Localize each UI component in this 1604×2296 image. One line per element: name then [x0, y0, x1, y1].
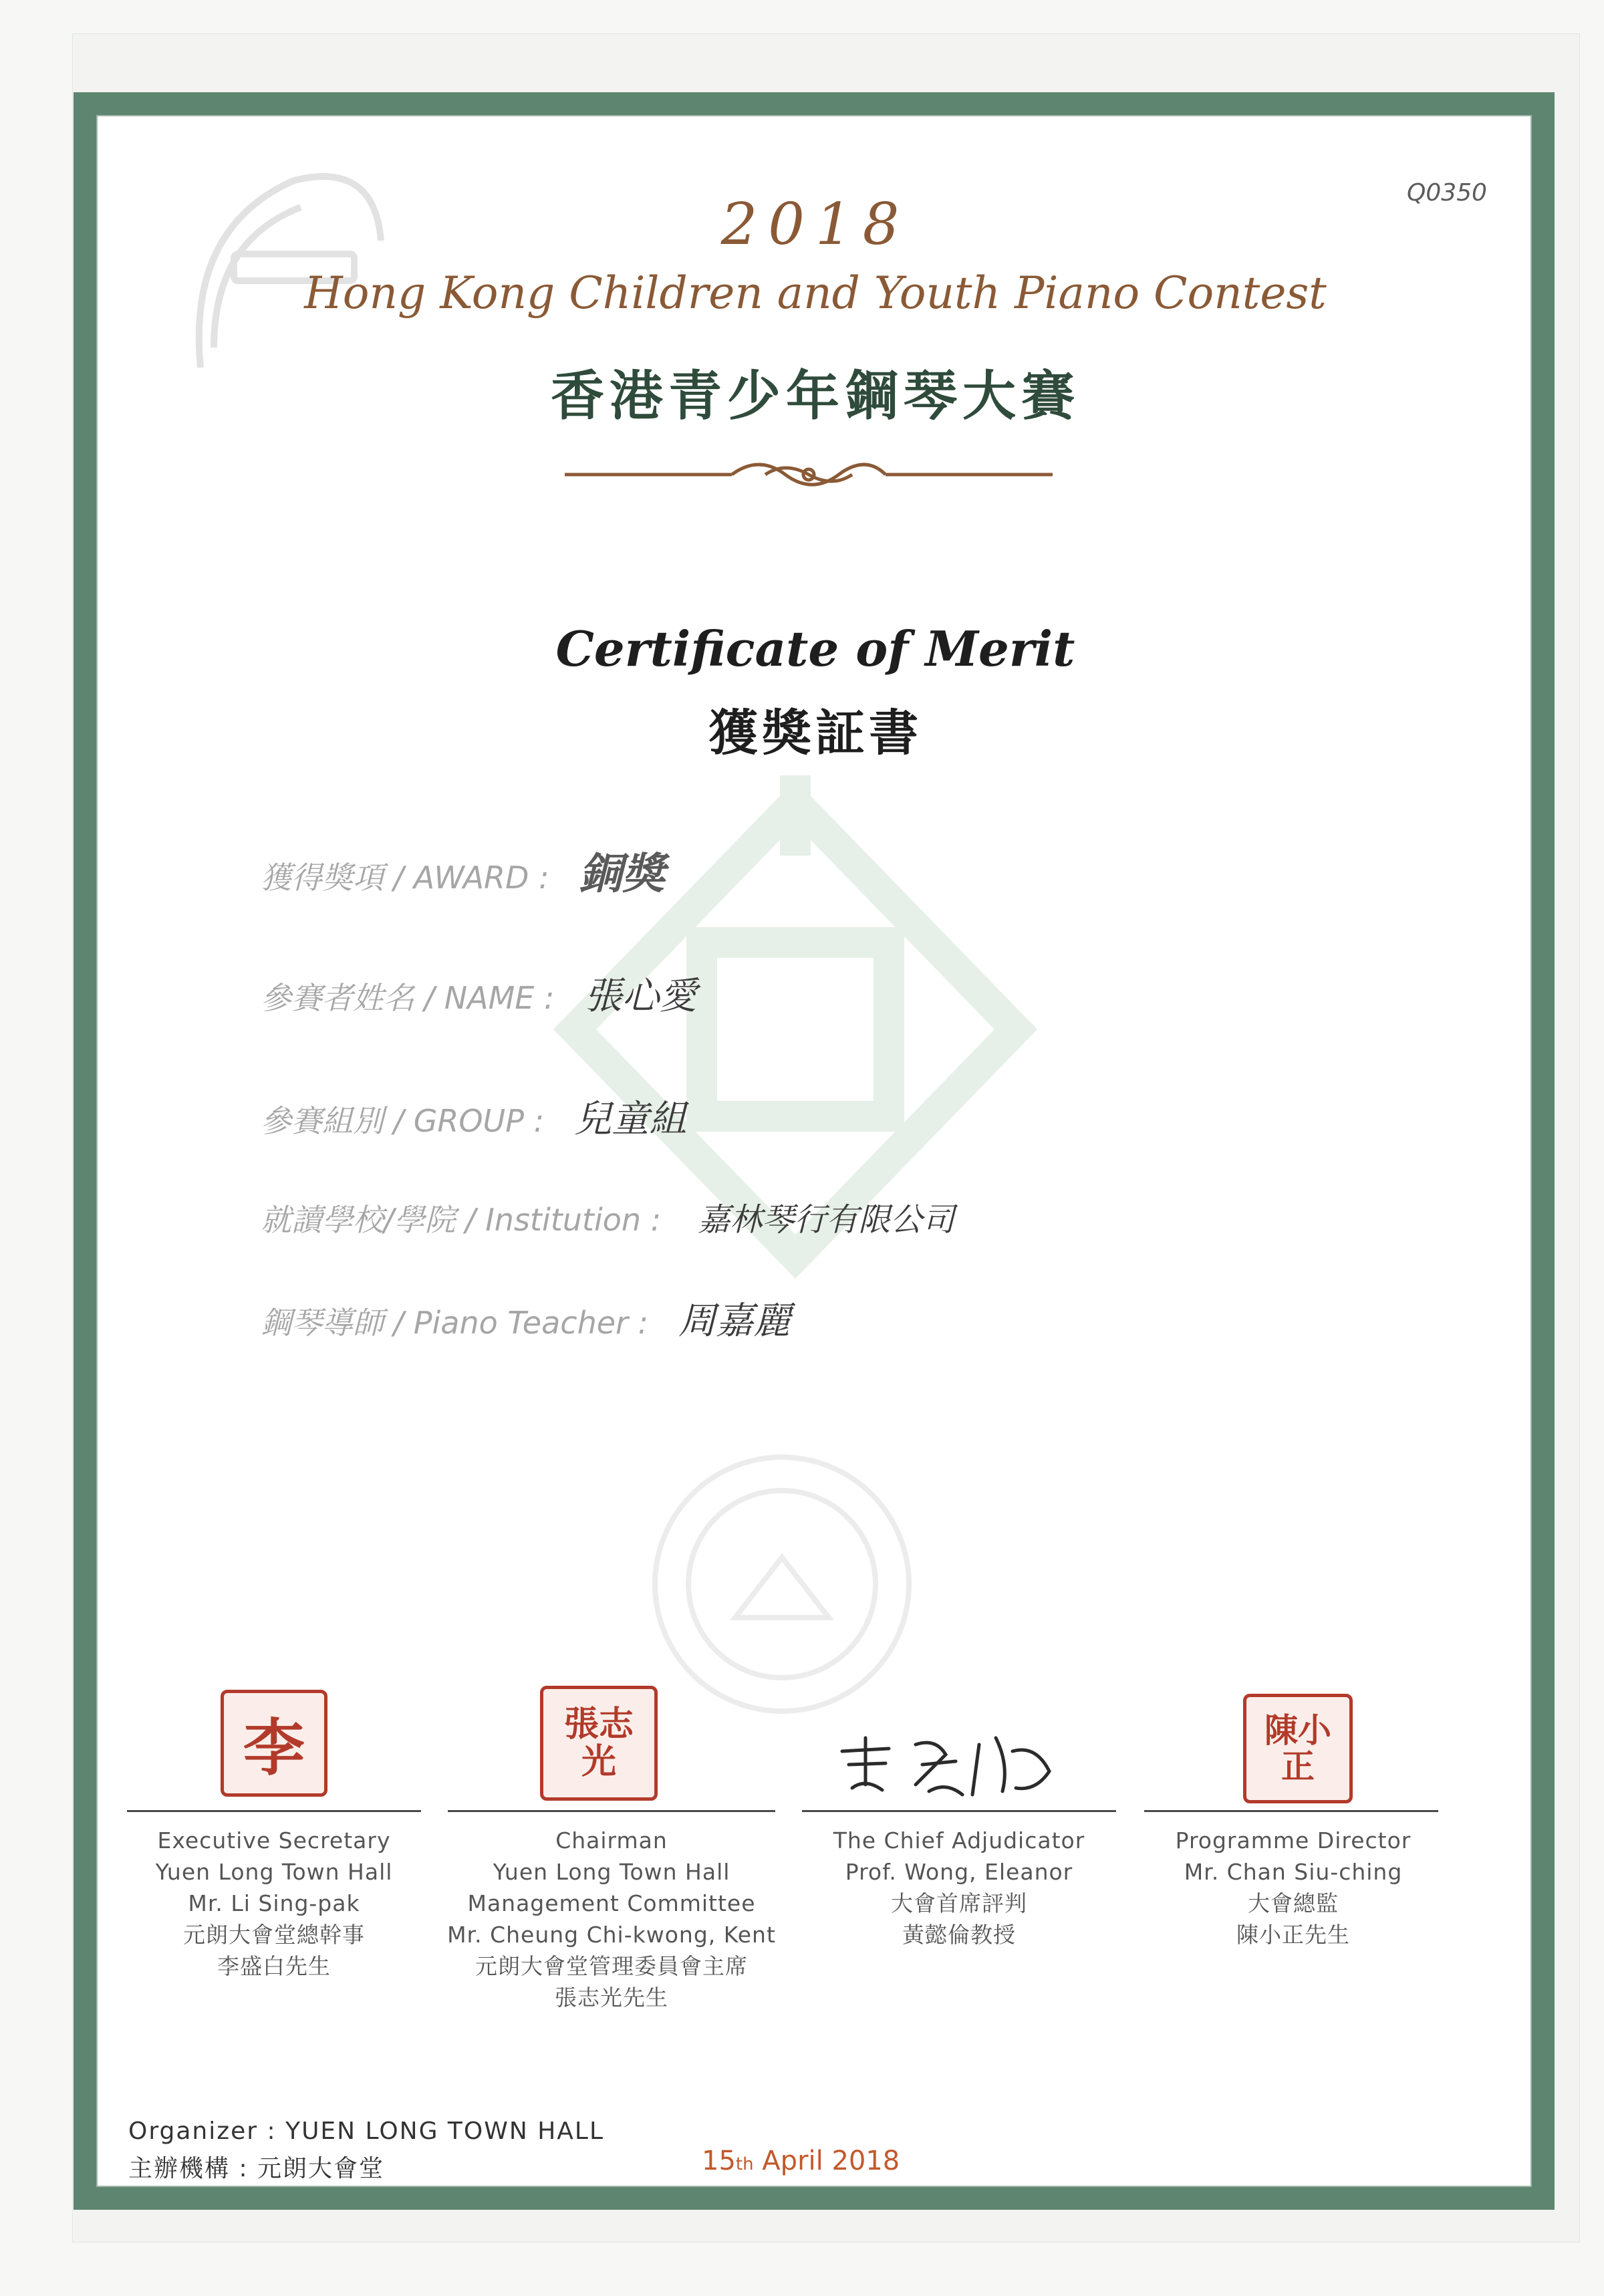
signatory-3-line: The Chief Adjudicator	[833, 1827, 1085, 1854]
contest-year: 2018	[720, 191, 910, 258]
teacher-label: 鋼琴導師 / Piano Teacher :	[261, 1305, 649, 1341]
serial-number: Q0350	[1407, 179, 1487, 207]
signatory-3-line: Prof. Wong, Eleanor	[845, 1859, 1073, 1885]
signatory-2-line: 張志光先生	[555, 1985, 668, 2011]
teacher-value: 周嘉麗	[678, 1299, 791, 1343]
award-value: 銅獎	[579, 850, 665, 899]
signatory-2-line: Yuen Long Town Hall	[493, 1859, 730, 1885]
signatory-1-line: 元朗大會堂總幹事	[183, 1922, 365, 1948]
signatory-4-line: 陳小正先生	[1236, 1922, 1350, 1948]
date-suffix: th	[735, 2154, 754, 2174]
signatory-2-line: Mr. Cheung Chi-kwong, Kent	[447, 1922, 776, 1948]
signatory-1-line: 李盛白先生	[217, 1953, 331, 1979]
red-seal-stamp: 李	[221, 1690, 327, 1797]
signatory-4-block	[1129, 1825, 1457, 1950]
organizer-zh: 主辦機構 : 元朗大會堂	[128, 2155, 385, 2182]
organizer-en: Organizer : YUEN LONG TOWN HALL	[128, 2118, 605, 2145]
date-day: 15	[702, 2146, 736, 2176]
handwritten-signature	[835, 1725, 1063, 1805]
red-seal-stamp: 張志光	[540, 1686, 658, 1801]
group-row	[261, 1090, 686, 1143]
signatory-3-line: 大會首席評判	[891, 1890, 1027, 1916]
name-row	[261, 967, 697, 1020]
signature-line	[802, 1810, 1116, 1812]
signatory-4-line: Programme Director	[1175, 1827, 1412, 1854]
signatory-2-block	[428, 1825, 795, 2013]
contest-title-en: Hong Kong Children and Youth Piano Contest	[304, 267, 1327, 319]
signatory-3-line: 黃懿倫教授	[902, 1922, 1016, 1948]
signatory-3-block	[789, 1825, 1129, 1950]
signature-line	[1144, 1810, 1438, 1812]
signature-line	[127, 1810, 421, 1812]
signatory-2-line: Chairman	[555, 1827, 668, 1854]
signatory-2-line: Management Committee	[467, 1890, 756, 1916]
award-label: 獲得獎項 / AWARD :	[261, 860, 549, 896]
signatory-1-line: Mr. Li Sing-pak	[188, 1890, 360, 1916]
certificate-heading-en: Certificate of Merit	[555, 620, 1075, 677]
group-label: 參賽組別 / GROUP :	[261, 1103, 545, 1139]
signatory-1-block	[114, 1825, 434, 1982]
ornament-divider	[565, 448, 1053, 501]
certificate-heading-zh: 獲獎証書	[708, 705, 922, 762]
name-label: 參賽者姓名 / NAME :	[261, 980, 555, 1016]
institution-row	[261, 1194, 954, 1240]
town-hall-emboss-seal	[628, 1444, 936, 1725]
institution-value: 嘉林琴行有限公司	[698, 1201, 955, 1239]
issue-date	[702, 2146, 900, 2176]
date-rest: April 2018	[753, 2146, 900, 2176]
red-seal-stamp: 陳小正	[1243, 1694, 1353, 1803]
signatory-4-line: 大會總監	[1248, 1890, 1339, 1916]
institution-label: 就讀學校/學院 / Institution :	[261, 1202, 662, 1238]
signatory-4-line: Mr. Chan Siu-ching	[1184, 1859, 1403, 1885]
signature-line	[448, 1810, 775, 1812]
contest-title-zh: 香港青少年鋼琴大賽	[551, 364, 1080, 427]
signatory-1-line: Yuen Long Town Hall	[155, 1859, 393, 1885]
group-value: 兒童組	[574, 1098, 687, 1141]
signatory-1-line: Executive Secretary	[157, 1827, 391, 1854]
name-value: 張心愛	[584, 975, 697, 1018]
teacher-row	[261, 1291, 791, 1345]
award-row	[261, 840, 665, 901]
signatory-2-line: 元朗大會堂管理委員會主席	[475, 1953, 748, 1979]
